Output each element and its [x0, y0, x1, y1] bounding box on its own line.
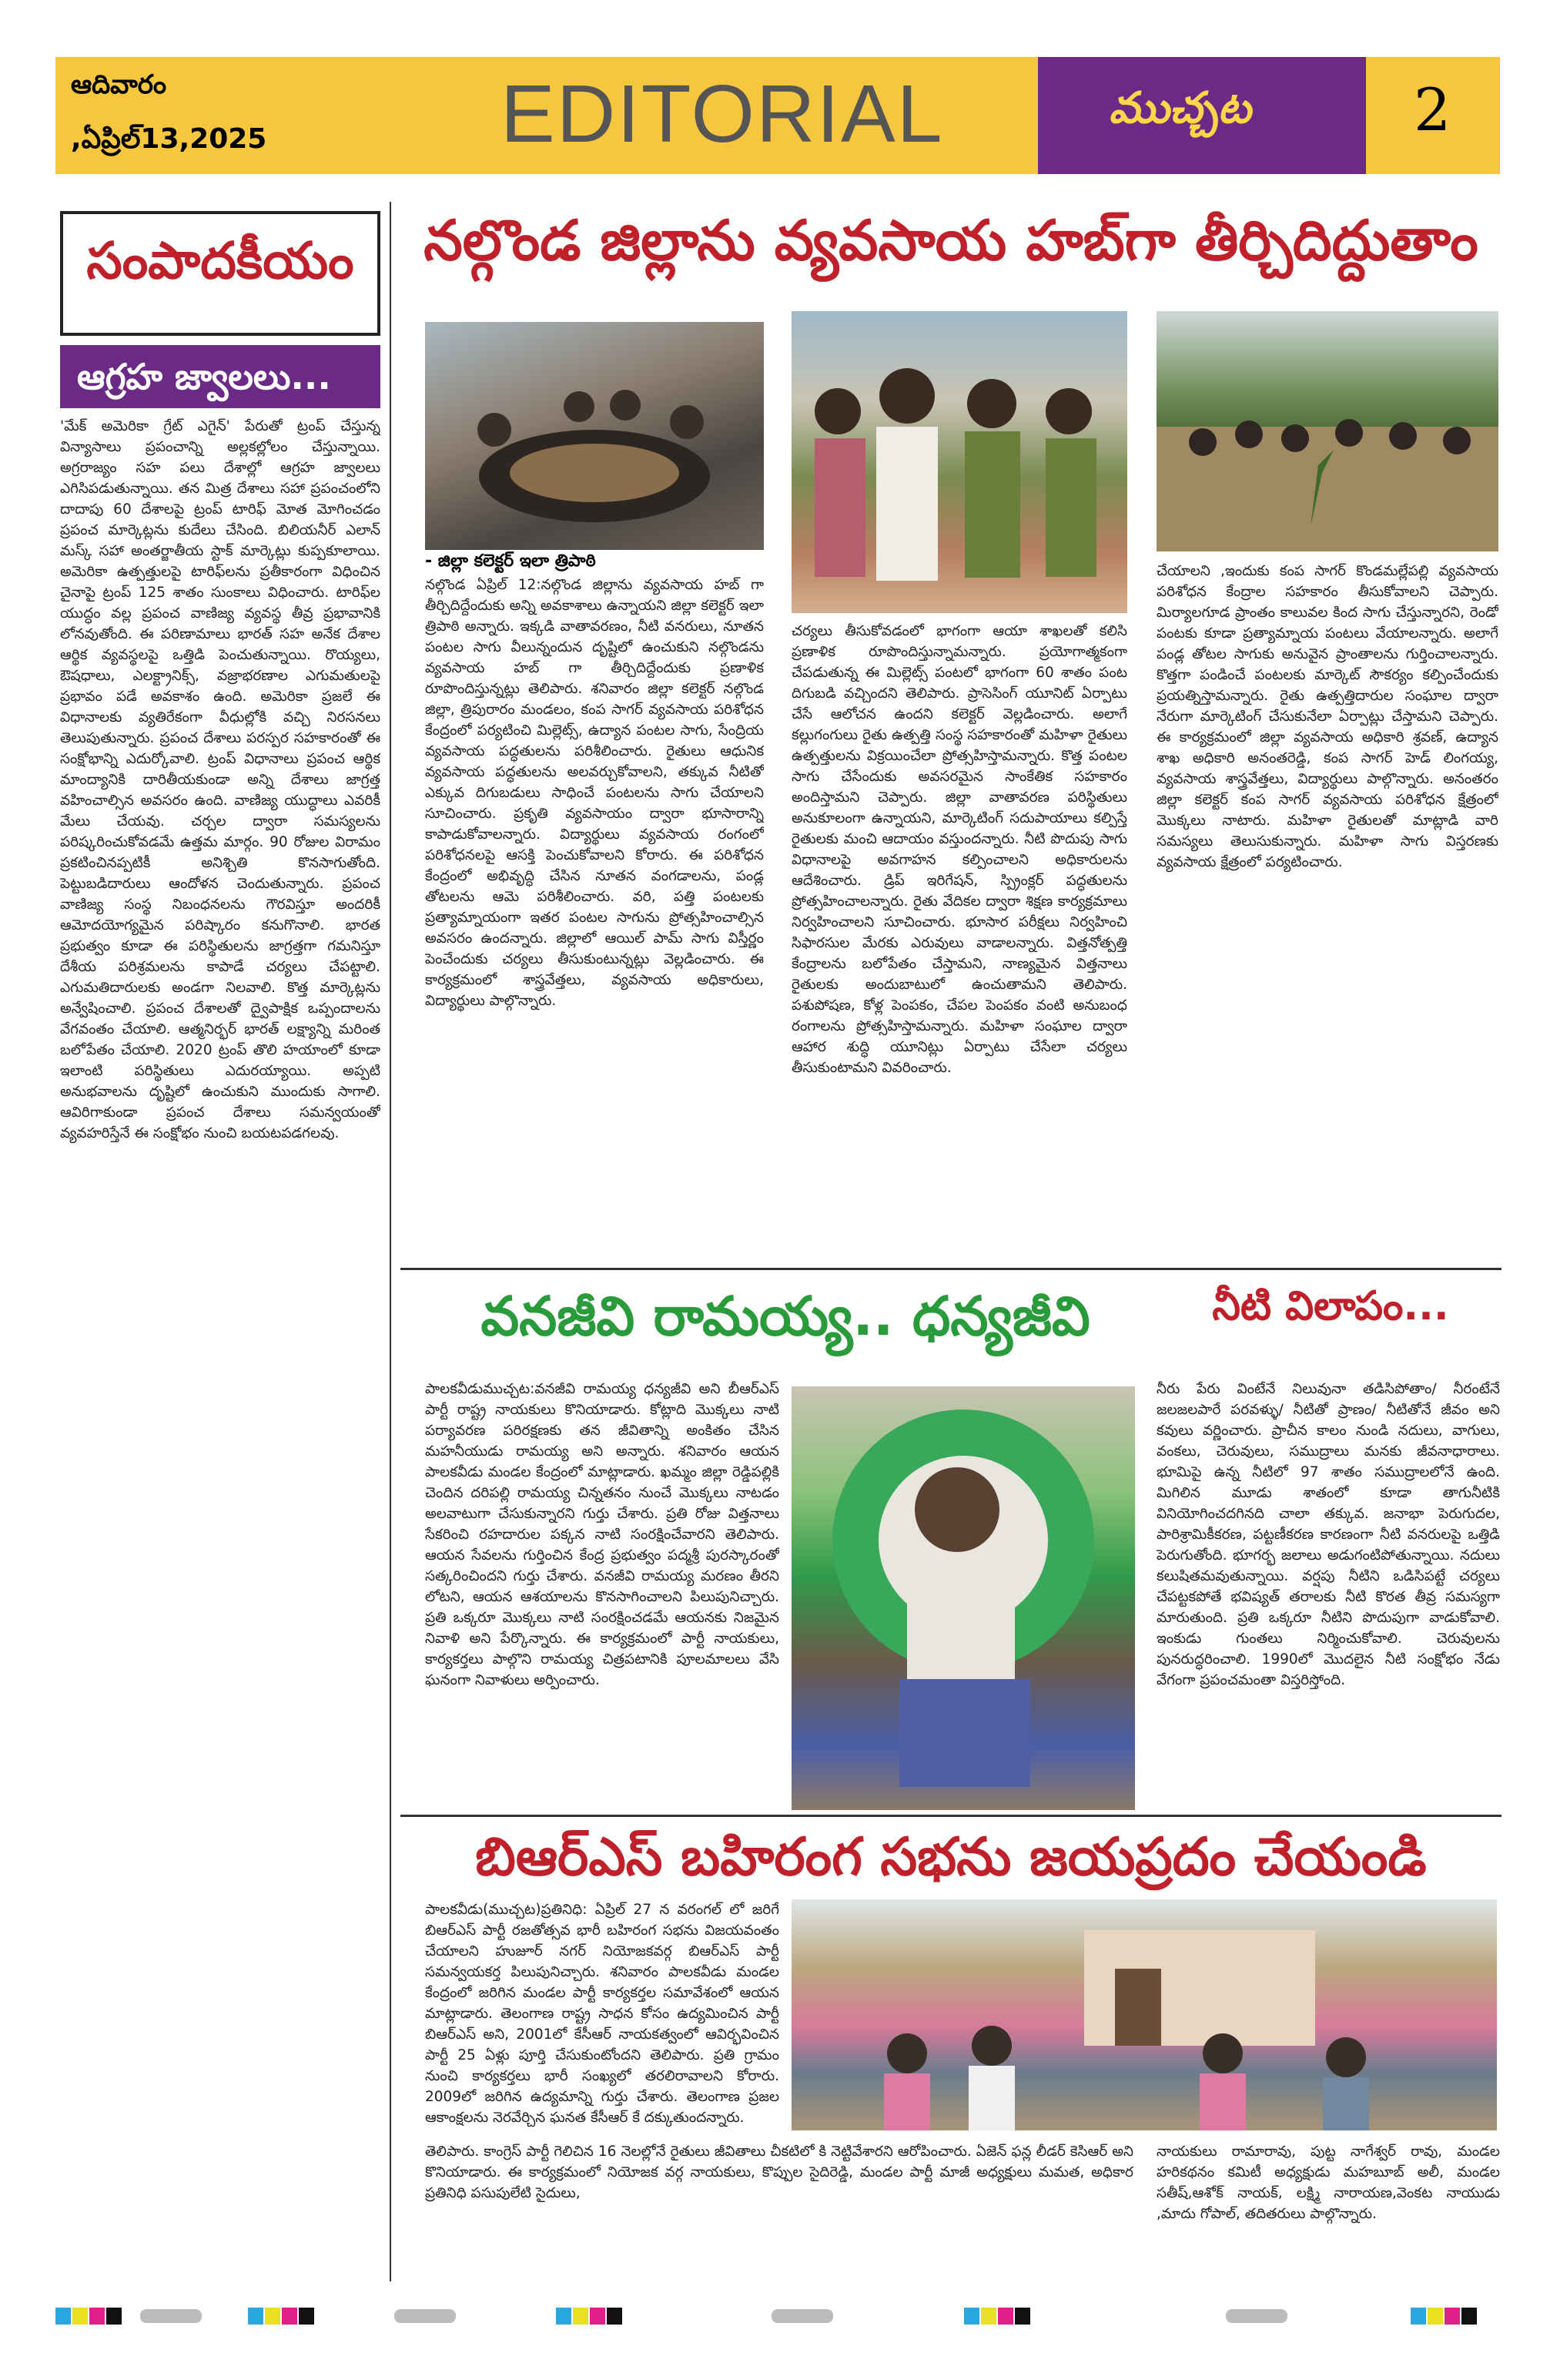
- photo-caption: - జిల్లా కలెక్టర్ ఇలా త్రిపాఠి: [425, 551, 596, 571]
- photo-collector-meeting: [425, 322, 764, 550]
- section-divider-2: [400, 1815, 1501, 1817]
- story1-headline: నల్గొండ జిల్లాను వ్యవసాయ హబ్‌గా తీర్చిదిద్దుతాం: [423, 208, 1478, 273]
- story2-headline: వనజీవి రామయ్య.. ధన్యజీవి: [480, 1285, 1090, 1348]
- column-rule-left: [390, 202, 391, 2281]
- story3-headline: నీటి విలాపం...: [1212, 1283, 1449, 1329]
- print-color-bar: [55, 2305, 1500, 2328]
- editorial-title: సంపాదకీయం: [86, 231, 354, 290]
- story1-column-3: చేయాలని ,ఇందుకు కంప సాగర్ కొండమల్లేపల్లి వ్యవసాయ పరిశోధన కేంద్రాల సహకారం తీసుకోవాలని చెప్పారు. మిర్యాలగూడ ప్రాంతం కాలువల కింద సాగు చేస్తున్నారని, రెండో పంటకు కూడా ప్రత్యామ్నాయ పంటలు వేయాలన్నారు. అలాగే పండ్ల తోటల సాగుకు అనువైన ప్రాంతాలను గుర్తించాలన్నారు. కొత్తగా పండించే పంటలకు మార్కెట్ సౌకర్యం కల్పించేందుకు ప్రయత్నిస్తామన్నారు. రైతు ఉత్పత్తిదారుల సంఘాల ద్వారా నేరుగా మార్కెటింగ్ చేసుకునేలా ఏర్పాట్లు చేస్తామని చెప్పారు. ఈ కార్యక్రమంలో జిల్లా వ్యవసాయ అధికారి శ్రవణ్, ఉద్యాన శాఖ అధికారి అనంతరెడ్డి, కంప సాగర్ హెడ్ లింగయ్య, వ్యవసాయ శాస్త్రవేత్తలు, విద్యార్థులు పాల్గొన్నారు. అనంతరం జిల్లా కలెక్టర్ కంప సాగర్ వ్యవసాయ పరిశోధన క్షేత్రంలో మొక్కలు నాటారు. మహిళా రైతులతో మాట్లాడి వారి సమస్యలు తెలుసుకున్నారు. మహిళా సాగు విస్తరణకు వ్యవసాయ క్షేత్రంలో పర్యటించారు.: [1157, 563, 1498, 870]
- photo-brs-graphic: [792, 1899, 1497, 2130]
- story1-column-1: నల్గొండ ఏప్రిల్ 12:నల్గొండ జిల్లాను వ్యవసాయ హబ్ గా తీర్చిదిద్దేందుకు అన్ని అవకాశాలు ఉన్నాయని జిల్లా కలెక్టర్ ఇలా త్రిపాఠి అన్నారు. ఇక్కడి వాతావరణం, నీటి వనరులు, నూతన పంటల సాగు వీలున్నందున దృష్టిలో ఉంచుకుని నల్గొండను వ్యవసాయ హబ్ గా తీర్చిదిద్దేందుకు ప్రణాళిక రూపొందిస్తున్నట్లు తెలిపారు. శనివారం జిల్లా కలెక్టర్ నల్గొండ జిల్లా, త్రిపురారం మండలం, కంప సాగర్ వ్యవసాయ పరిశోధన కేంద్రంలో పర్యటించి మిల్లెట్స్, ఉద్యాన పంటల సాగు, సేంద్రియ వ్యవసాయ పద్ధతులను పరిశీలించారు. రైతులు ఆధునిక వ్యవసాయ పద్ధతులను అలవర్చుకోవాలని, తక్కువ నీటితో ఎక్కువ దిగుబడులు సాధించే పంటలను సాగు చేయాలని సూచించారు. ప్రకృతి వ్యవసాయం ద్వారా భూసారాన్ని కాపాడుకోవాలన్నారు. విద్యార్థులు వ్యవసాయ రంగంలో పరిశోధనలపై ఆసక్తి పెంచుకోవాలని కోరారు. ఈ పరిశోధన కేంద్రంలో అభివృద్ధి చేసిన నూతన వంగడాలను, పండ్ల తోటలను ఆమె పరిశీలించారు. వరి, పత్తి పంటలకు ప్రత్యామ్నాయంగా ఇతర పంటల సాగును ప్రోత్సహించాల్సిన అవసరం ఉందన్నారు. జిల్లాలో ఆయిల్ పామ్ సాగు విస్తీర్ణం పెంచేందుకు చర్యలు తీసుకుంటున్నట్లు వెల్లడించారు. ఈ కార్యక్రమంలో శాస్త్రవేత్తలు, వ్యవసాయ అధికారులు, విద్యార్థులు పాల్గొన్నారు.: [425, 577, 764, 1009]
- editorial-subtitle: ఆగ్రహ జ్వాలలు...: [77, 356, 331, 397]
- page-number: 2: [1414, 75, 1451, 144]
- story4-bottom-right: నాయకులు రామారావు, పుట్ట నాగేశ్వర్ రావు, మండల హరికథనం కమిటీ అధ్యక్షుడు మహబూబ్ అలీ, మండల సతీష్,ఆశోక్ నాయక్, లక్ష్మి నారాయణ,వెంకట నాయుడు ,మాదు గోపాల్, తదితరులు పాల్గొన్నారు.: [1157, 2144, 1500, 2222]
- photo-vanajeevi-ramaiah: [792, 1386, 1135, 1810]
- story3-body: నీరు పేరు వింటేనే నిలువునా తడిసిపోతాం/ నీరంటేనే జలజలపారే పరవళ్ళు/ నీటితో ప్రాణం/ నీటితోనే జీవం అని కవులు వర్ణించారు. ప్రాచీన కాలం నుండి నదులు, వాగులు, వంకలు, చెరువులు, సముద్రాలు మనకు జీవనాధారాలు. భూమిపై ఉన్న నీటిలో 97 శాతం సముద్రాలలోనే ఉంది. మిగిలిన మూడు శాతంలో కూడా తాగునీటికి వినియోగించదగినది చాలా తక్కువ. జనాభా పెరుగుదల, పారిశ్రామికీకరణ, పట్టణీకరణ కారణంగా నీటి వనరులపై ఒత్తిడి పెరుగుతోంది. భూగర్భ జలాలు అడుగంటిపోతున్నాయి. నదులు కలుషితమవుతున్నాయి. వర్షపు నీటిని ఒడిసిపట్టే చర్యలు చేపట్టకపోతే భవిష్యత్ తరాలకు నీటి కొరత తీవ్ర సమస్యగా మారుతుంది. ప్రతి ఒక్కరూ నీటిని పొదుపుగా వాడుకోవాలి. ఇంకుడు గుంతలు నిర్మించుకోవాలి. చెరువులను పునరుద్ధరించాలి. 1990లో మొదలైన నీటి సంక్షోభం నేడు వేగంగా ప్రపంచమంతా విస్తరిస్తోంది.: [1157, 1381, 1500, 1688]
- story4-bottom-left: తెలిపారు. కాంగ్రెస్ పార్టీ గెలిచిన 16 నెలల్లోనే రైతులు జీవితాలు చీకటిలో కి నెట్టివేశారని ఆరోపించారు. ఏజెన్ ఫన్ల లీడర్ కెసిఆర్ అని కొనియాడారు. ఈ కార్యక్రమంలో నియోజక వర్గ నాయకులు, కొప్పుల సైదిరెడ్డి, మండల పార్టీ మాజీ అధ్యక్షులు మమత, అధికార ప్రతినిధి పసుపులేటి సైదులు,: [425, 2144, 1133, 2201]
- color-bar-graphic: [55, 2305, 1500, 2328]
- story4-body: పాలకవీడు(ముచ్చట)ప్రతినిధి: ఏప్రిల్ 27 న వరంగల్ లో జరిగే బిఆర్ఎస్ పార్టీ రజతోత్సవ భారీ బహిరంగ సభను విజయవంతం చేయాలని హుజూర్ నగర్ నియోజకవర్గ బిఆర్ఎస్ పార్టీ సమన్వయకర్త పిలుపునిచ్చారు. శనివారం పాలకవీడు మండల కేంద్రంలో జరిగిన మండల పార్టీ కార్యకర్తల సమావేశంలో ఆయన మాట్లాడారు. తెలంగాణ రాష్ట్ర సాధన కోసం ఉద్యమించిన పార్టీ బిఆర్ఎస్ అని, 2001లో కేసీఆర్ నాయకత్వంలో ఆవిర్భవించిన పార్టీ 25 ఏళ్లు పూర్తి చేసుకుంటోందని తెలిపారు. ప్రతి గ్రామం నుంచి కార్యకర్తలు భారీ సంఖ్యలో తరలిరావాలని కోరారు. 2009లో జరిగిన ఉద్యమాన్ని గుర్తు చేశారు. తెలంగాణ ప్రజల ఆకాంక్షలను నెరవేర్చిన ఘనత కేసీఆర్ కే దక్కుతుందన్నారు.: [425, 1902, 779, 2126]
- photo-brs-meeting: [792, 1899, 1497, 2130]
- photo-students-graphic: [792, 311, 1127, 613]
- story2-body: పాలకవీడుముచ్చట:వనజీవి రామయ్య ధన్యజీవి అని బీఆర్ఎస్ పార్టీ రాష్ట్ర నాయకులు కొనియాడారు. కోట్లాది మొక్కలు నాటి పర్యావరణ పరిరక్షణకు తన జీవితాన్ని అంకితం చేసిన మహనీయుడు రామయ్య అని అన్నారు. శనివారం ఆయన పాలకవీడు మండల కేంద్రంలో మాట్లాడారు. ఖమ్మం జిల్లా రెడ్డిపల్లికి చెందిన దరిపల్లి రామయ్య చిన్నతనం నుంచే మొక్కలు నాటడం అలవాటుగా చేసుకున్నారని గుర్తు చేశారు. ప్రతి రోజు విత్తనాలు సేకరించి రహదారుల పక్కన నాటి సంరక్షించేవారని తెలిపారు. ఆయన సేవలను గుర్తించిన కేంద్ర ప్రభుత్వం పద్మశ్రీ పురస్కారంతో సత్కరించిందని గుర్తు చేశారు. వనజీవి రామయ్య మరణం తీరని లోటని, ఆయన ఆశయాలను కొనసాగించాలని పిలుపునిచ్చారు. ప్రతి ఒక్కరూ మొక్కలు నాటి సంరక్షించడమే ఆయనకు నిజమైన నివాళి అని పేర్కొన్నారు. ఈ కార్యక్రమంలో పార్టీ నాయకులు, కార్యకర్తలు పాల్గొని రామయ్య చిత్రపటానికి పూలమాలలు వేసి ఘనంగా నివాళులు అర్పించారు.: [425, 1381, 779, 1688]
- section-divider: [400, 1268, 1501, 1270]
- photo-meeting-graphic: [425, 322, 764, 550]
- editorial-body: 'మేక్ అమెరికా గ్రేట్ ఎగైన్' పేరుతో ట్రంప్ చేస్తున్న విన్యాసాలు ప్రపంచాన్ని అల్లకల్లోలం చేస్తున్నాయి. అగ్రరాజ్యం సహ పలు దేశాల్లో ఆగ్రహ జ్వాలలు ఎగిసిపడుతున్నాయి. తన మిత్ర దేశాలు సహా ప్రపంచంలోని దాదాపు 60 దేశాలపై ట్రంప్ టారిఫ్ మోత మోగించడం ప్రపంచ మార్కెట్లను కుదేలు చేసింది. బిలియనీర్ ఎలాన్ మస్క్ సహా అంతర్జాతీయ స్టాక్ మార్కెట్లు కుప్పకూలాయి. అమెరికా ఉత్పత్తులపై టారిఫ్‌లను ప్రతీకారంగా విధించిన చైనాపై ట్రంప్ 125 శాతం సుంకాలు విధించారు. టారిఫ్‌ల యుద్ధం వల్ల ప్రపంచ వాణిజ్య వ్యవస్థ తీవ్ర ప్రభావానికి లోనవుతోంది. ఈ పరిణామాలు భారత్ సహ అనేక దేశాల ఆర్థిక వ్యవస్థలపై ఒత్తిడి పెంచుతున్నాయి. రొయ్యలు, ఔషధాలు, ఎలక్ట్రానిక్స్, వజ్రాభరణాల ఎగుమతులపై ప్రభావం పడే అవకాశం ఉంది. అమెరికా ప్రజలే ఈ విధానాలకు వ్యతిరేకంగా వీధుల్లోకి వచ్చి నిరసనలు తెలుపుతున్నారు. ప్రపంచ దేశాలు పరస్పర సహకారంతో ఈ సంక్షోభాన్ని ఎదుర్కోవాలి. ట్రంప్ విధానాలు ప్రపంచ ఆర్థిక మాంద్యానికి దారితీయకుండా అన్ని దేశాలు జాగ్రత్త వహించాల్సిన అవసరం ఉంది. వాణిజ్య యుద్ధాలు ఎవరికీ మేలు చేయవు. చర్చల ద్వారా సమస్యలను పరిష్కరించుకోవడమే ఉత్తమ మార్గం. 90 రోజుల విరామం ప్రకటించినప్పటికీ అనిశ్చితి కొనసాగుతోంది. పెట్టుబడిదారులు ఆందోళన చెందుతున్నారు. ప్రపంచ వాణిజ్య సంస్థ నిబంధనలను గౌరవిస్తూ అందరికీ ఆమోదయోగ్యమైన పరిష్కారం కనుగొనాలి. భారత ప్రభుత్వం కూడా ఈ పరిస్థితులను జాగ్రత్తగా గమనిస్తూ దేశీయ పరిశ్రమలను కాపాడే చర్యలు చేపట్టాలి. ఎగుమతిదారులకు అండగా నిలవాలి. కొత్త మార్కెట్లను అన్వేషించాలి. ప్రపంచ దేశాలతో ద్వైపాక్షిక ఒప్పందాలను వేగవంతం చేయాలి. ఆత్మనిర్భర్ భారత్ లక్ష్యాన్ని మరింత బలోపేతం చేయాలి. 2020 ట్రంప్ తొలి హయాంలో కూడా ఇలాంటి పరిస్థితులు ఎదురయ్యాయి. అప్పటి అనుభవాలను దృష్టిలో ఉంచుకుని ముందుకు సాగాలి. ఆవిరిగాకుండా ప్రపంచ దేశాలు సమన్వయంతో వ్యవహరిస్తేనే ఈ సంక్షోభం నుంచి బయటపడగలవు.: [60, 418, 380, 1141]
- photo-ramaiah-graphic: [792, 1386, 1135, 1810]
- masthead-day: ఆదివారం: [71, 69, 167, 100]
- story1-column-2: చర్యలు తీసుకోవడంలో భాగంగా ఆయా శాఖలతో కలిసి ప్రణాళిక రూపొందిస్తున్నామన్నారు. ప్రయోగాత్మకంగా చేపడుతున్న ఈ మిల్లెట్స్ పంటలో భాగంగా 60 శాతం పంట దిగుబడి వచ్చిందని తెలిపారు. ప్రాసెసింగ్ యూనిట్ ఏర్పాటు చేసే ఆలోచన ఉందని కలెక్టర్ వెల్లడించారు. అలాగే కల్లుగంగులు రైతు ఉత్పత్తి సంస్థ సహకారంతో మహిళా రైతులు ఉత్పత్తులను విక్రయించేలా ప్రోత్సహిస్తామన్నారు. కొత్త పంటల సాగు చేసేందుకు అవసరమైన సాంకేతిక సహకారం అందిస్తామని చెప్పారు. జిల్లా వాతావరణ పరిస్థితులు అనుకూలంగా ఉన్నాయని, మార్కెటింగ్ సదుపాయాలు కల్పిస్తే రైతులకు మంచి ఆదాయం వస్తుందన్నారు. నీటి పొదుపు సాగు విధానాలపై అవగాహన కల్పించాలని అధికారులను ఆదేశించారు. డ్రిప్ ఇరిగేషన్, స్ప్రింక్లర్ పద్ధతులను ప్రోత్సహించాలన్నారు. రైతు వేదికల ద్వారా శిక్షణ కార్యక్రమాలు నిర్వహించాలని సూచించారు. భూసార పరీక్షలు నిర్వహించి సిఫారసుల మేరకు ఎరువులు వాడాలన్నారు. విత్తనోత్పత్తి కేంద్రాలను బలోపేతం చేస్తామని, నాణ్యమైన విత్తనాలు రైతులకు అందుబాటులో ఉంచుతామని తెలిపారు. పశుపోషణ, కోళ్ల పెంపకం, చేపల పెంపకం వంటి అనుబంధ రంగాలను ప్రోత్సహిస్తామన్నారు. మహిళా సంఘాల ద్వారా ఆహార శుద్ధి యూనిట్లు ఏర్పాటు చేసేలా చర్యలు తీసుకుంటామని వివరించారు.: [792, 623, 1127, 1076]
- photo-collector-students: [792, 311, 1127, 613]
- brand-name: ముచ్చట: [1109, 83, 1251, 133]
- story4-headline: బిఆర్ఎస్ బహిరంగ సభను జయప్రదం చేయండి: [475, 1827, 1427, 1888]
- photo-planting: [1157, 311, 1498, 551]
- photo-planting-graphic: [1157, 311, 1498, 551]
- masthead-date: ,ఏప్రిల్13,2025: [71, 123, 267, 155]
- section-title: EDITORIAL: [500, 69, 944, 159]
